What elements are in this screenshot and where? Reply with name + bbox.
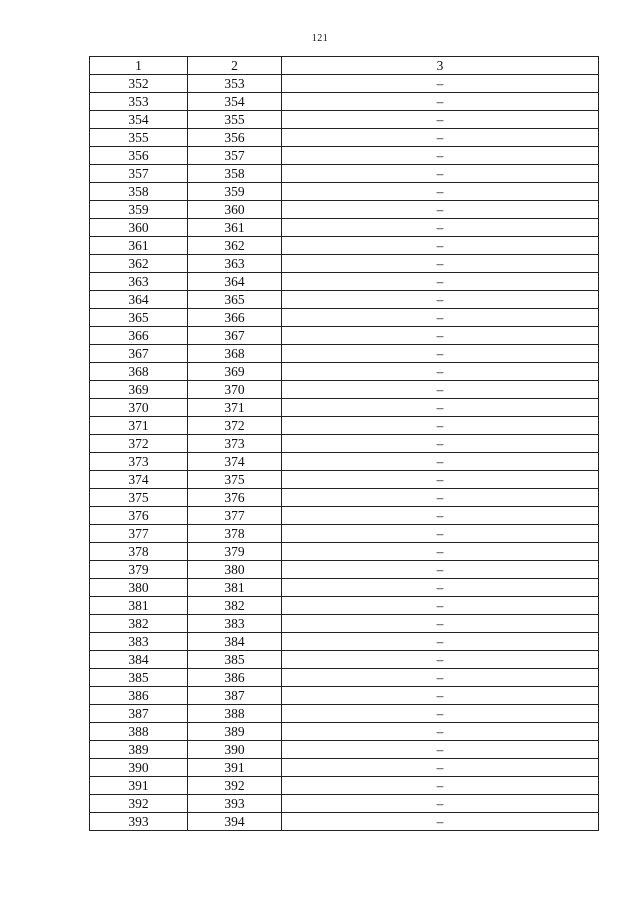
table-cell-col-3: – — [282, 327, 599, 345]
table-row — [90, 489, 599, 507]
table-row — [90, 579, 599, 597]
table-cell-col-3: – — [282, 435, 599, 453]
table-cell-col-3: – — [282, 579, 599, 597]
table-cell-col-2: 383 — [188, 615, 282, 633]
table-cell-col-3: – — [282, 471, 599, 489]
table-cell-col-1: 375 — [90, 489, 188, 507]
table-cell-col-3: – — [282, 147, 599, 165]
table-row — [90, 777, 599, 795]
table-cell-col-1: 358 — [90, 183, 188, 201]
table-cell-col-3: – — [282, 453, 599, 471]
table-cell-col-1: 373 — [90, 453, 188, 471]
table-cell-col-1: 360 — [90, 219, 188, 237]
table-row — [90, 705, 599, 723]
table-cell-col-3: – — [282, 273, 599, 291]
table-row — [90, 759, 599, 777]
table-body — [90, 75, 599, 831]
table-cell-col-1: 368 — [90, 363, 188, 381]
table-cell-col-1: 386 — [90, 687, 188, 705]
table-row — [90, 651, 599, 669]
table-cell-col-2: 362 — [188, 237, 282, 255]
table-row — [90, 291, 599, 309]
table-cell-col-1: 389 — [90, 741, 188, 759]
table-cell-col-2: 379 — [188, 543, 282, 561]
table-cell-col-1: 354 — [90, 111, 188, 129]
table-cell-col-2: 368 — [188, 345, 282, 363]
table-cell-col-1: 362 — [90, 255, 188, 273]
table-cell-col-3: – — [282, 561, 599, 579]
table-cell-col-2: 394 — [188, 813, 282, 831]
table-cell-col-2: 365 — [188, 291, 282, 309]
table-cell-col-1: 364 — [90, 291, 188, 309]
table-cell-col-3: – — [282, 309, 599, 327]
table-cell-col-2: 363 — [188, 255, 282, 273]
table-row — [90, 813, 599, 831]
table-cell-col-3: – — [282, 363, 599, 381]
table-cell-col-2: 375 — [188, 471, 282, 489]
table-cell-col-3: – — [282, 615, 599, 633]
table-cell-col-1: 385 — [90, 669, 188, 687]
table-row — [90, 363, 599, 381]
table-row — [90, 723, 599, 741]
table-row — [90, 399, 599, 417]
table-row — [90, 435, 599, 453]
table-cell-col-1: 392 — [90, 795, 188, 813]
table-cell-col-2: 367 — [188, 327, 282, 345]
table-cell-col-1: 390 — [90, 759, 188, 777]
table-cell-col-1: 359 — [90, 201, 188, 219]
table-cell-col-2: 361 — [188, 219, 282, 237]
table-cell-col-1: 353 — [90, 93, 188, 111]
table-row — [90, 309, 599, 327]
table-cell-col-3: – — [282, 705, 599, 723]
table-row — [90, 561, 599, 579]
table-cell-col-2: 380 — [188, 561, 282, 579]
column-header-3: 3 — [282, 57, 599, 75]
table-cell-col-2: 359 — [188, 183, 282, 201]
column-header-2: 2 — [188, 57, 282, 75]
table-cell-col-3: – — [282, 777, 599, 795]
table-cell-col-2: 377 — [188, 507, 282, 525]
table-cell-col-2: 353 — [188, 75, 282, 93]
table-cell-col-1: 393 — [90, 813, 188, 831]
table-row — [90, 345, 599, 363]
table-cell-col-3: – — [282, 381, 599, 399]
table-row — [90, 129, 599, 147]
table-row — [90, 543, 599, 561]
table-cell-col-3: – — [282, 111, 599, 129]
table-header-row — [90, 57, 599, 75]
table-cell-col-1: 391 — [90, 777, 188, 795]
table-cell-col-3: – — [282, 759, 599, 777]
table-cell-col-1: 357 — [90, 165, 188, 183]
table-cell-col-1: 383 — [90, 633, 188, 651]
table-cell-col-2: 354 — [188, 93, 282, 111]
table-cell-col-3: – — [282, 183, 599, 201]
table-cell-col-3: – — [282, 723, 599, 741]
page-number: 121 — [311, 33, 329, 44]
table-cell-col-2: 393 — [188, 795, 282, 813]
table-cell-col-3: – — [282, 291, 599, 309]
table-cell-col-2: 376 — [188, 489, 282, 507]
table-cell-col-3: – — [282, 75, 599, 93]
table-cell-col-3: – — [282, 525, 599, 543]
table-cell-col-1: 366 — [90, 327, 188, 345]
table-cell-col-1: 370 — [90, 399, 188, 417]
table-cell-col-3: – — [282, 597, 599, 615]
table-cell-col-2: 356 — [188, 129, 282, 147]
table-row — [90, 633, 599, 651]
table-cell-col-1: 380 — [90, 579, 188, 597]
table-cell-col-1: 355 — [90, 129, 188, 147]
table-cell-col-3: – — [282, 345, 599, 363]
table-cell-col-1: 371 — [90, 417, 188, 435]
table-cell-col-3: – — [282, 255, 599, 273]
table-cell-col-1: 376 — [90, 507, 188, 525]
table-cell-col-3: – — [282, 165, 599, 183]
table-cell-col-2: 388 — [188, 705, 282, 723]
table-cell-col-3: – — [282, 507, 599, 525]
table-cell-col-2: 389 — [188, 723, 282, 741]
data-table — [89, 56, 599, 831]
table-row — [90, 147, 599, 165]
table-cell-col-2: 358 — [188, 165, 282, 183]
table-cell-col-1: 361 — [90, 237, 188, 255]
table-cell-col-1: 381 — [90, 597, 188, 615]
table-cell-col-1: 363 — [90, 273, 188, 291]
table-row — [90, 93, 599, 111]
table-row — [90, 669, 599, 687]
table-row — [90, 687, 599, 705]
table-row — [90, 615, 599, 633]
table-cell-col-2: 355 — [188, 111, 282, 129]
table-row — [90, 507, 599, 525]
table-cell-col-1: 387 — [90, 705, 188, 723]
table-cell-col-2: 385 — [188, 651, 282, 669]
table-row — [90, 237, 599, 255]
table-row — [90, 597, 599, 615]
table-cell-col-1: 356 — [90, 147, 188, 165]
table-cell-col-1: 382 — [90, 615, 188, 633]
table-cell-col-2: 364 — [188, 273, 282, 291]
table-cell-col-3: – — [282, 543, 599, 561]
table-cell-col-2: 371 — [188, 399, 282, 417]
table-cell-col-3: – — [282, 399, 599, 417]
table-cell-col-3: – — [282, 651, 599, 669]
table-cell-col-3: – — [282, 741, 599, 759]
table-cell-col-3: – — [282, 93, 599, 111]
table-cell-col-3: – — [282, 795, 599, 813]
table-row — [90, 795, 599, 813]
table-row — [90, 165, 599, 183]
table-cell-col-1: 374 — [90, 471, 188, 489]
table-row — [90, 381, 599, 399]
table-cell-col-1: 369 — [90, 381, 188, 399]
table-row — [90, 255, 599, 273]
table-row — [90, 219, 599, 237]
table-cell-col-3: – — [282, 489, 599, 507]
column-header-1: 1 — [90, 57, 188, 75]
table-row — [90, 273, 599, 291]
table-cell-col-2: 387 — [188, 687, 282, 705]
table-row — [90, 327, 599, 345]
table-cell-col-2: 382 — [188, 597, 282, 615]
table-cell-col-2: 374 — [188, 453, 282, 471]
table-row — [90, 183, 599, 201]
table-cell-col-1: 365 — [90, 309, 188, 327]
table-cell-col-1: 379 — [90, 561, 188, 579]
table-cell-col-1: 384 — [90, 651, 188, 669]
table-cell-col-2: 370 — [188, 381, 282, 399]
table-cell-col-3: – — [282, 633, 599, 651]
table-row — [90, 111, 599, 129]
table-row — [90, 741, 599, 759]
table-cell-col-3: – — [282, 813, 599, 831]
table-cell-col-3: – — [282, 669, 599, 687]
table-cell-col-2: 360 — [188, 201, 282, 219]
table-cell-col-2: 386 — [188, 669, 282, 687]
table-cell-col-2: 373 — [188, 435, 282, 453]
table-cell-col-1: 377 — [90, 525, 188, 543]
table-cell-col-2: 369 — [188, 363, 282, 381]
table-cell-col-3: – — [282, 201, 599, 219]
table-row — [90, 471, 599, 489]
table-row — [90, 417, 599, 435]
table-cell-col-1: 352 — [90, 75, 188, 93]
table-cell-col-2: 392 — [188, 777, 282, 795]
table-cell-col-1: 372 — [90, 435, 188, 453]
table-cell-col-2: 366 — [188, 309, 282, 327]
table-cell-col-2: 381 — [188, 579, 282, 597]
table-cell-col-2: 378 — [188, 525, 282, 543]
table-cell-col-1: 388 — [90, 723, 188, 741]
table-cell-col-2: 372 — [188, 417, 282, 435]
table-cell-col-3: – — [282, 237, 599, 255]
table-cell-col-3: – — [282, 219, 599, 237]
table-row — [90, 453, 599, 471]
table-cell-col-1: 367 — [90, 345, 188, 363]
table-cell-col-3: – — [282, 687, 599, 705]
table-cell-col-1: 378 — [90, 543, 188, 561]
table-cell-col-2: 391 — [188, 759, 282, 777]
table-cell-col-2: 390 — [188, 741, 282, 759]
table-cell-col-3: – — [282, 129, 599, 147]
table-row — [90, 525, 599, 543]
table-cell-col-2: 357 — [188, 147, 282, 165]
table-row — [90, 201, 599, 219]
table-cell-col-3: – — [282, 417, 599, 435]
table-row — [90, 75, 599, 93]
table-cell-col-2: 384 — [188, 633, 282, 651]
